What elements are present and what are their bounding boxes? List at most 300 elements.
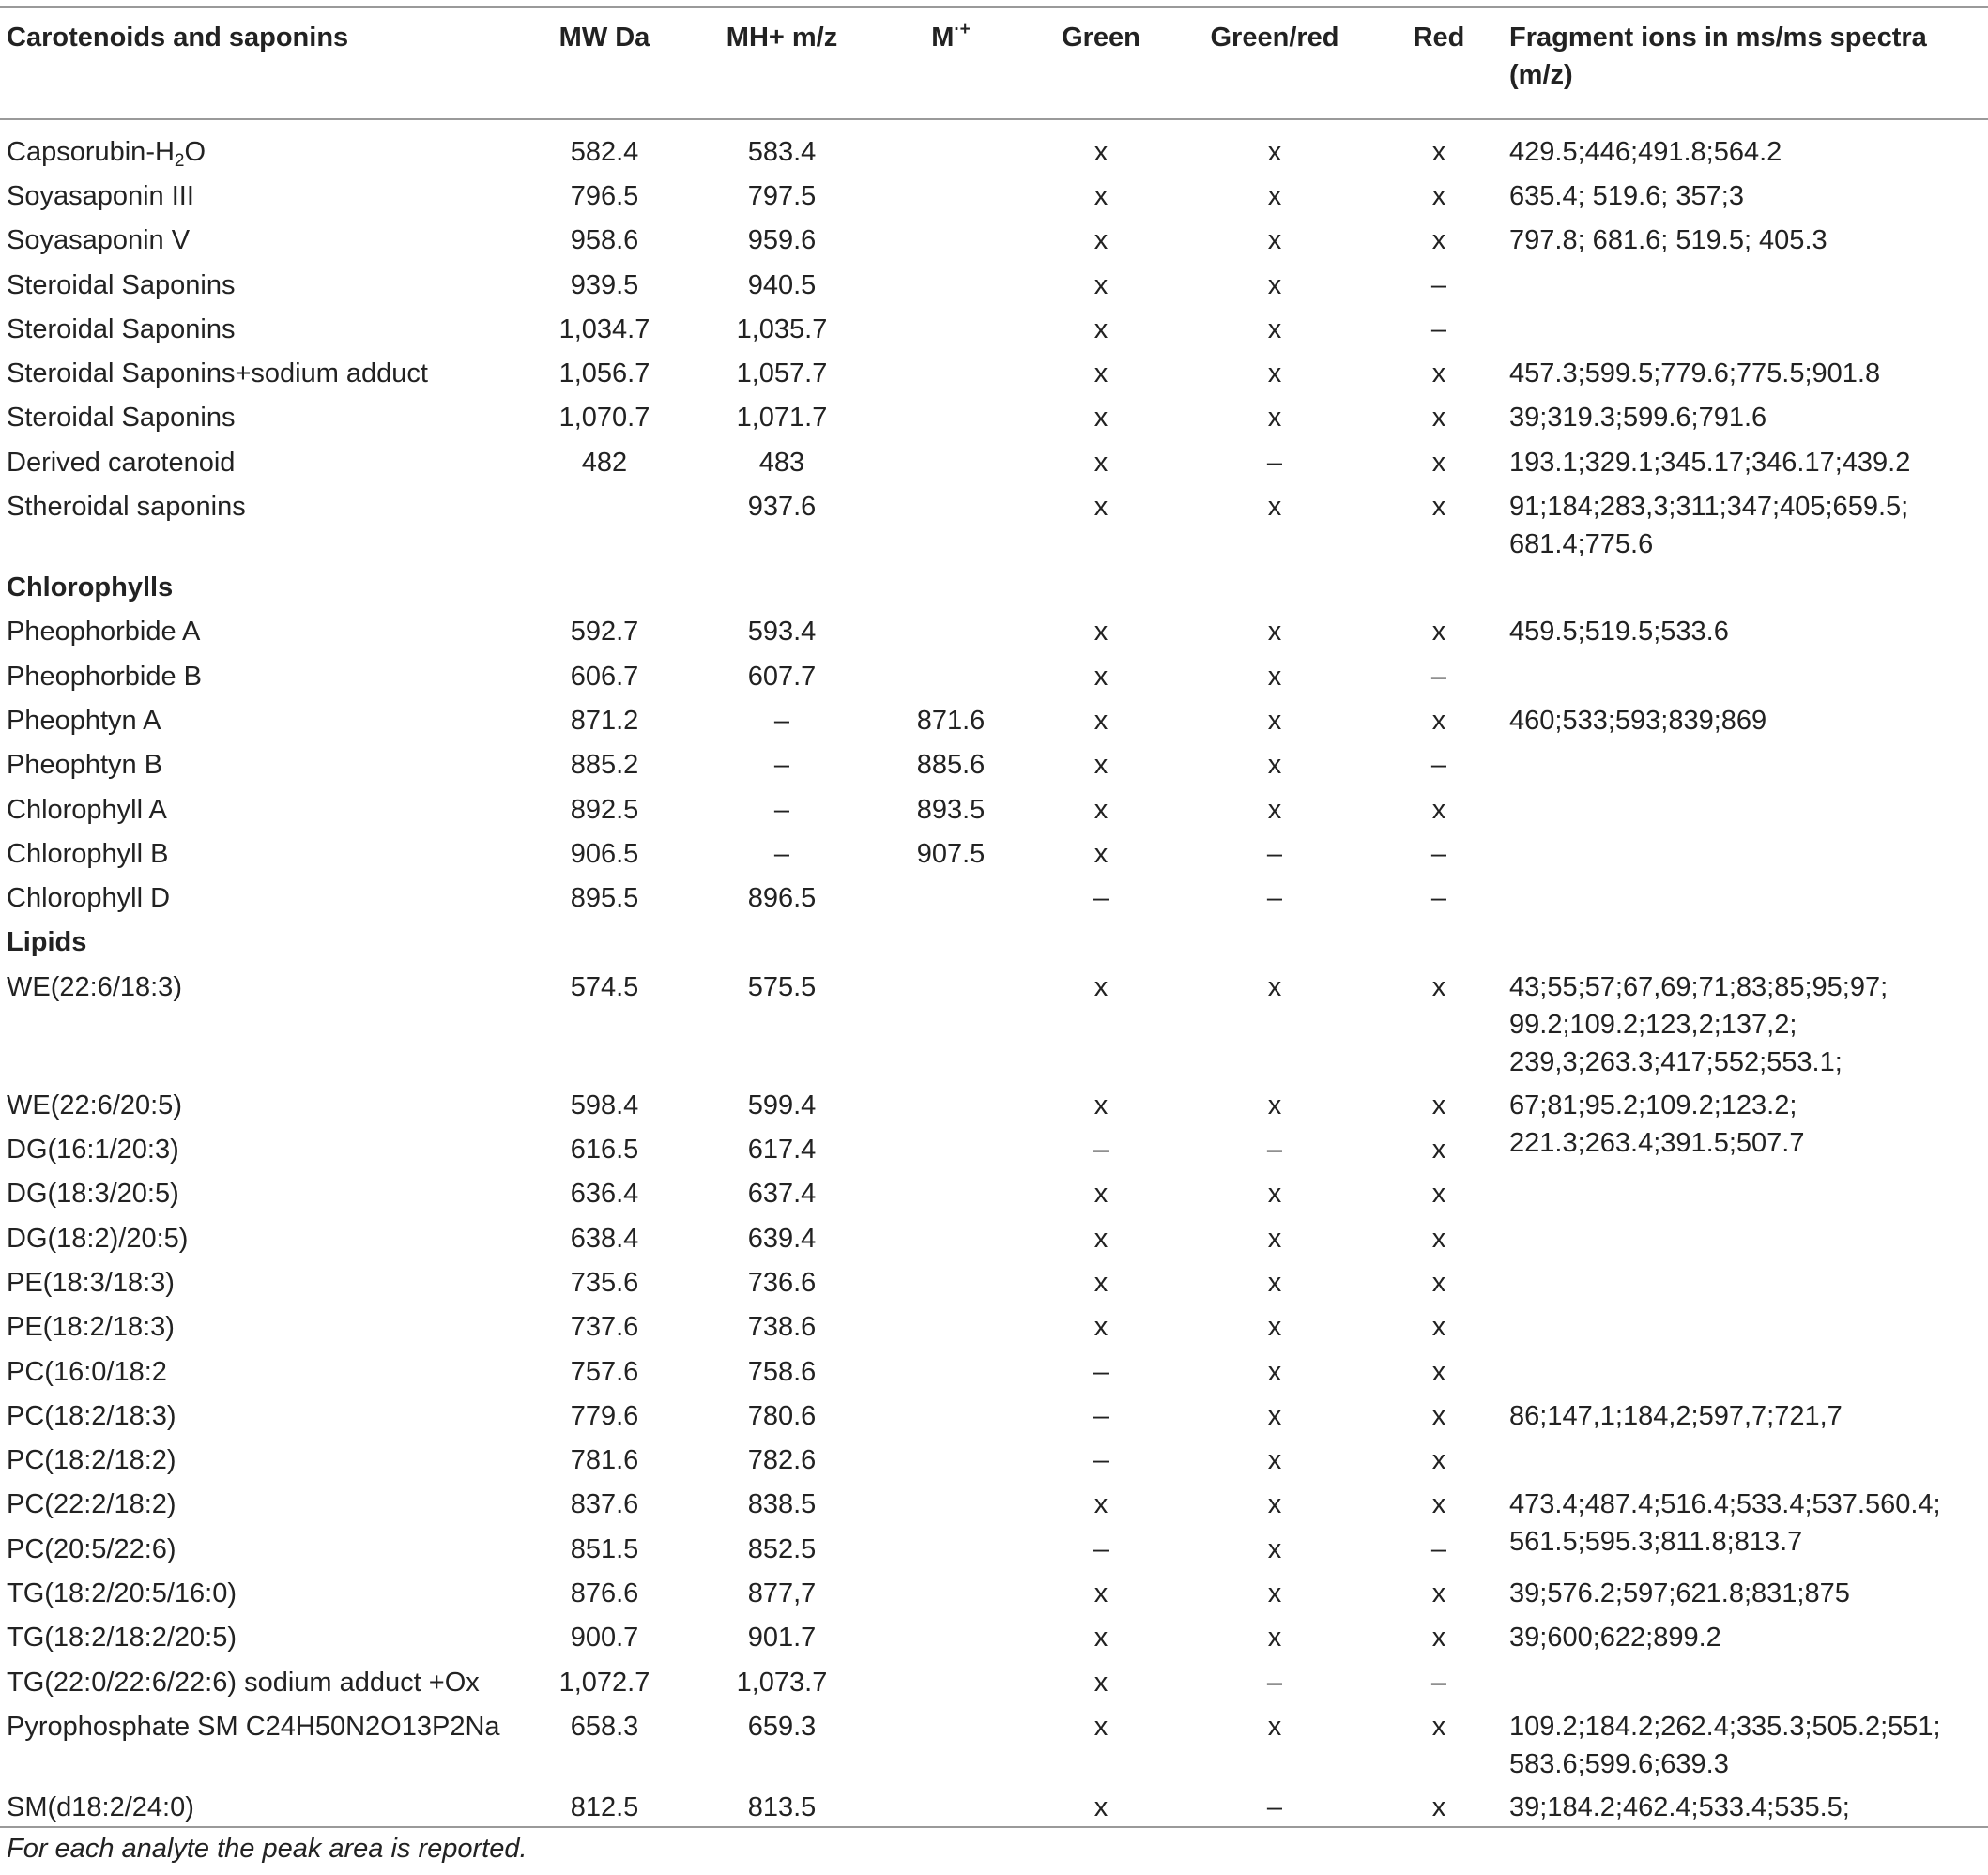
- cell-mh: –: [773, 794, 790, 825]
- compound-name: [0, 1702, 526, 1783]
- cell-red: x: [1431, 1623, 1446, 1654]
- compound-name-text: Pheophtyn B: [7, 750, 163, 781]
- header-m-superscript: ·+: [954, 20, 971, 39]
- cell-mh: 599.4: [747, 1090, 817, 1120]
- table-row: [0, 1783, 1988, 1827]
- cell-mh: 617.4: [747, 1135, 817, 1166]
- cell-red: x: [1431, 1090, 1446, 1120]
- cell-m: [880, 652, 1021, 696]
- compound-name: [0, 1081, 526, 1125]
- cell-greenred: x: [1267, 1711, 1282, 1742]
- cell-m: [880, 1125, 1021, 1169]
- cell-red: x: [1431, 1223, 1446, 1254]
- cell-mw: 876.6: [570, 1578, 639, 1609]
- cell-mw: 1,072.7: [558, 1667, 650, 1698]
- cell-mw: 939.5: [570, 269, 639, 300]
- cell-fragments: 429.5;446;491.8;564.2: [1509, 137, 1782, 167]
- compound-name: [0, 1783, 526, 1827]
- cell-greenred: –: [1266, 883, 1283, 914]
- cell-fragments: [1509, 305, 1988, 349]
- cell-mw: 574.5: [570, 971, 639, 1002]
- compound-name-text: Stheroidal saponins: [7, 492, 246, 523]
- cell-fragments: 193.1;329.1;345.17;346.17;439.2: [1509, 447, 1911, 478]
- table-bottom-rule: [0, 1826, 1988, 1828]
- cell-green: x: [1093, 1711, 1109, 1742]
- cell-mh: 483: [758, 447, 805, 478]
- results-table: [0, 6, 1988, 1827]
- table-row: [0, 438, 1988, 482]
- table-row: [0, 1169, 1988, 1213]
- cell-green: x: [1093, 1623, 1109, 1654]
- compound-name-text: DG(18:3/20:5): [7, 1179, 179, 1210]
- table-row: [0, 607, 1988, 651]
- cell-green: x: [1093, 313, 1109, 344]
- cell-mh: –: [773, 750, 790, 781]
- cell-green: x: [1093, 403, 1109, 434]
- cell-greenred: x: [1267, 492, 1282, 523]
- compound-name-text: Steroidal Saponins: [7, 269, 236, 300]
- cell-green: x: [1093, 1578, 1109, 1609]
- compound-name: [0, 438, 526, 482]
- cell-fragments: 109.2;184.2;262.4;335.3;505.2;551; 583.6;599.6;639.3: [1509, 1711, 1941, 1779]
- cell-green: –: [1093, 883, 1109, 914]
- compound-name: [0, 1303, 526, 1347]
- table-row: [0, 740, 1988, 785]
- cell-red: x: [1431, 1267, 1446, 1298]
- cell-red: x: [1431, 794, 1446, 825]
- cell-mh: –: [773, 705, 790, 736]
- cell-fragments: [1509, 785, 1988, 830]
- compound-name-text: Chlorophyll A: [7, 794, 167, 825]
- cell-red: x: [1431, 1711, 1446, 1742]
- cell-mh: 877,7: [747, 1578, 817, 1609]
- compound-name: [0, 305, 526, 349]
- cell-green: x: [1093, 1090, 1109, 1120]
- cell-m: [880, 1214, 1021, 1258]
- cell-fragments: 457.3;599.5;779.6;775.5;901.8: [1509, 358, 1881, 389]
- compound-name: [0, 1392, 526, 1436]
- cell-fragments: 460;533;593;839;869: [1509, 705, 1767, 736]
- header-row: [0, 7, 1988, 119]
- compound-name-text: Derived carotenoid: [7, 447, 236, 478]
- cell-m: [880, 1613, 1021, 1657]
- cell-red: –: [1430, 313, 1447, 344]
- cell-mw: 616.5: [570, 1135, 639, 1166]
- cell-green: x: [1093, 181, 1109, 211]
- cell-greenred: x: [1267, 1623, 1282, 1654]
- cell-m: [880, 1303, 1021, 1347]
- cell-green: x: [1093, 794, 1109, 825]
- cell-fragments: 43;55;57;67,69;71;83;85;95;97; 99.2;109.2;123,2;137,2; 239,3;263.3;417;552;553.1;: [1509, 971, 1889, 1077]
- cell-greenred: x: [1267, 1223, 1282, 1254]
- cell-mh: 736.6: [747, 1267, 817, 1298]
- cell-greenred: x: [1267, 750, 1282, 781]
- compound-name: [0, 1348, 526, 1392]
- table-row: [0, 1214, 1988, 1258]
- cell-green: –: [1093, 1356, 1109, 1387]
- compound-name-text: TG(22:0/22:6/22:6) sodium adduct +Ox: [7, 1667, 480, 1698]
- table-row: [0, 652, 1988, 696]
- cell-green: x: [1093, 617, 1109, 648]
- cell-mh: 782.6: [747, 1445, 817, 1476]
- cell-mw: 958.6: [570, 225, 639, 256]
- compound-name: [0, 1613, 526, 1657]
- compound-name: [0, 1480, 526, 1524]
- table-row: [0, 261, 1988, 305]
- cell-mh: 797.5: [747, 181, 817, 211]
- compound-name-tail: O: [184, 137, 206, 167]
- cell-mw: 482: [581, 447, 628, 478]
- cell-fragments: [1509, 830, 1988, 874]
- cell-red: x: [1431, 1445, 1446, 1476]
- table-footnote: For each analyte the peak area is reported.: [7, 1834, 528, 1864]
- cell-m: [880, 393, 1021, 437]
- compound-name: [0, 1169, 526, 1213]
- cell-fragments: 473.4;487.4;516.4;533.4;537.560.4; 561.5;595.3;811.8;813.7: [1509, 1489, 1941, 1558]
- cell-mw: 1,056.7: [558, 358, 650, 389]
- cell-greenred: x: [1267, 1356, 1282, 1387]
- cell-m: [880, 1258, 1021, 1303]
- cell-mh: 1,073.7: [736, 1667, 828, 1698]
- table-row: [0, 1303, 1988, 1347]
- cell-red: x: [1431, 1578, 1446, 1609]
- cell-m: [880, 216, 1021, 260]
- cell-fragments: [1509, 1658, 1988, 1702]
- cell-red: –: [1430, 661, 1447, 692]
- cell-mh: 901.7: [747, 1623, 817, 1654]
- cell-fragments: 39;600;622;899.2: [1509, 1623, 1721, 1654]
- cell-red: x: [1431, 617, 1446, 648]
- cell-mh: 593.4: [747, 617, 817, 648]
- table-row: [0, 1658, 1988, 1702]
- compound-name-text: TG(18:2/20:5/16:0): [7, 1578, 237, 1609]
- compound-name: [0, 393, 526, 437]
- cell-green: x: [1093, 225, 1109, 256]
- compound-name: [0, 785, 526, 830]
- cell-m: [880, 1169, 1021, 1213]
- cell-green: –: [1093, 1135, 1109, 1166]
- cell-greenred: x: [1267, 1578, 1282, 1609]
- cell-red: x: [1431, 1179, 1446, 1210]
- cell-mw: 906.5: [570, 838, 639, 869]
- table-row: [0, 1702, 1988, 1783]
- cell-greenred: x: [1267, 794, 1282, 825]
- cell-red: x: [1431, 181, 1446, 211]
- cell-greenred: x: [1267, 661, 1282, 692]
- cell-red: x: [1431, 1135, 1446, 1166]
- cell-greenred: –: [1266, 1135, 1283, 1166]
- compound-name-text: WE(22:6/20:5): [7, 1090, 182, 1120]
- cell-red: x: [1431, 1400, 1446, 1431]
- cell-mw: 1,034.7: [558, 313, 650, 344]
- cell-greenred: x: [1267, 403, 1282, 434]
- table-row: [0, 830, 1988, 874]
- cell-mh: 1,071.7: [736, 403, 828, 434]
- cell-mw: 735.6: [570, 1267, 639, 1298]
- cell-m: [880, 305, 1021, 349]
- cell-m: [880, 438, 1021, 482]
- cell-mw: 1,070.7: [558, 403, 650, 434]
- cell-mw: [526, 482, 683, 563]
- cell-greenred: x: [1267, 1179, 1282, 1210]
- section-header-row: [0, 563, 1988, 607]
- cell-m: [880, 1436, 1021, 1480]
- cell-m: [880, 1081, 1021, 1125]
- cell-mh: 758.6: [747, 1356, 817, 1387]
- cell-m: [880, 119, 1021, 172]
- compound-name-text: SM(d18:2/24:0): [7, 1791, 194, 1822]
- cell-green: x: [1093, 269, 1109, 300]
- cell-m: 907.5: [916, 838, 986, 869]
- cell-mh: 639.4: [747, 1223, 817, 1254]
- cell-m: 893.5: [916, 794, 986, 825]
- compound-name: [0, 874, 526, 918]
- cell-fragments: [1509, 1258, 1988, 1303]
- cell-greenred: x: [1267, 971, 1282, 1002]
- header-red: Red: [1369, 7, 1509, 119]
- cell-red: x: [1431, 403, 1446, 434]
- compound-name: [0, 349, 526, 393]
- section-title: Chlorophylls: [7, 572, 174, 603]
- cell-m: [880, 963, 1021, 1081]
- cell-red: –: [1430, 750, 1447, 781]
- header-m-radical: [880, 7, 1021, 119]
- compound-name: [0, 1569, 526, 1613]
- cell-green: x: [1093, 492, 1109, 523]
- cell-mh: 896.5: [747, 883, 817, 914]
- table-row: [0, 1436, 1988, 1480]
- compound-name: [0, 119, 526, 172]
- cell-fragments: [1509, 652, 1988, 696]
- cell-red: –: [1430, 883, 1447, 914]
- cell-red: x: [1431, 492, 1446, 523]
- cell-greenred: x: [1267, 137, 1282, 167]
- cell-mw: 779.6: [570, 1400, 639, 1431]
- cell-mw: 895.5: [570, 883, 639, 914]
- cell-mh: 659.3: [747, 1711, 817, 1742]
- cell-green: –: [1093, 1445, 1109, 1476]
- cell-mw: 757.6: [570, 1356, 639, 1387]
- table-row: [0, 1480, 1988, 1524]
- cell-mw: 871.2: [570, 705, 639, 736]
- cell-fragments: 39;184.2;462.4;533.4;535.5;: [1509, 1791, 1850, 1822]
- compound-name: [0, 1214, 526, 1258]
- cell-red: x: [1431, 447, 1446, 478]
- compound-name-text: Pheophorbide A: [7, 617, 201, 648]
- cell-m: [880, 1783, 1021, 1827]
- cell-mh: 1,057.7: [736, 358, 828, 389]
- cell-fragments: [1509, 1169, 1988, 1213]
- cell-m: 871.6: [916, 705, 986, 736]
- cell-green: x: [1093, 661, 1109, 692]
- cell-greenred: x: [1267, 225, 1282, 256]
- compound-name: [0, 1658, 526, 1702]
- compound-name: [0, 261, 526, 305]
- compound-name: [0, 1525, 526, 1569]
- cell-greenred: x: [1267, 617, 1282, 648]
- cell-fragments: 67;81;95.2;109.2;123.2; 221.3;263.4;391.5;507.7: [1509, 1090, 1805, 1158]
- cell-fragments: [1509, 1436, 1988, 1480]
- cell-mw: 900.7: [570, 1623, 639, 1654]
- cell-fragments: 86;147,1;184,2;597,7;721,7: [1509, 1400, 1843, 1431]
- cell-fragments: 39;576.2;597;621.8;831;875: [1509, 1578, 1850, 1609]
- cell-mh: 637.4: [747, 1179, 817, 1210]
- cell-mw: 851.5: [570, 1533, 639, 1564]
- cell-fragments: [1509, 1303, 1988, 1347]
- compound-name-text: TG(18:2/18:2/20:5): [7, 1623, 237, 1654]
- cell-red: x: [1431, 1791, 1446, 1822]
- cell-greenred: x: [1267, 1445, 1282, 1476]
- cell-fragments: 635.4; 519.6; 357;3: [1509, 181, 1744, 211]
- compound-name-text: Steroidal Saponins: [7, 313, 236, 344]
- cell-mh: 575.5: [747, 971, 817, 1002]
- compound-name-text: Steroidal Saponins+sodium adduct: [7, 358, 428, 389]
- cell-mh: 1,035.7: [736, 313, 828, 344]
- cell-green: x: [1093, 1267, 1109, 1298]
- compound-name-text: PC(20:5/22:6): [7, 1533, 176, 1564]
- cell-m: [880, 482, 1021, 563]
- header-greenred: Green/red: [1181, 7, 1369, 119]
- section-title: Lipids: [7, 927, 87, 958]
- table-row: [0, 172, 1988, 216]
- cell-mw: 636.4: [570, 1179, 639, 1210]
- cell-green: x: [1093, 1791, 1109, 1822]
- cell-fragments: [1509, 1214, 1988, 1258]
- cell-greenred: x: [1267, 705, 1282, 736]
- compound-name: [0, 216, 526, 260]
- cell-red: x: [1431, 225, 1446, 256]
- cell-mh: 583.4: [747, 137, 817, 167]
- compound-name-text: Pyrophosphate SM C24H50N2O13P2Na: [7, 1711, 500, 1742]
- cell-greenred: –: [1266, 838, 1283, 869]
- compound-name-text: Chlorophyll D: [7, 883, 171, 914]
- cell-m: [880, 1658, 1021, 1702]
- cell-mh: 959.6: [747, 225, 817, 256]
- cell-greenred: x: [1267, 1312, 1282, 1343]
- cell-mw: 598.4: [570, 1090, 639, 1120]
- cell-mh: 937.6: [747, 492, 817, 523]
- cell-fragments: 797.8; 681.6; 519.5; 405.3: [1509, 225, 1827, 256]
- cell-m: [880, 1348, 1021, 1392]
- cell-green: x: [1093, 838, 1109, 869]
- compound-name-text: Pheophtyn A: [7, 705, 161, 736]
- header-green: Green: [1021, 7, 1181, 119]
- cell-green: x: [1093, 750, 1109, 781]
- cell-mw: 638.4: [570, 1223, 639, 1254]
- cell-red: –: [1430, 269, 1447, 300]
- table-row: [0, 1392, 1988, 1436]
- cell-fragments: [1509, 740, 1988, 785]
- table-row: [0, 119, 1988, 172]
- table-row: [0, 216, 1988, 260]
- compound-name-text: PC(18:2/18:3): [7, 1400, 176, 1431]
- cell-mh: –: [773, 838, 790, 869]
- cell-mh: 852.5: [747, 1533, 817, 1564]
- table-body: [0, 119, 1988, 1827]
- cell-m: [880, 1702, 1021, 1783]
- header-name: Carotenoids and saponins: [0, 7, 526, 119]
- cell-greenred: –: [1266, 447, 1283, 478]
- cell-green: x: [1093, 1312, 1109, 1343]
- cell-green: x: [1093, 137, 1109, 167]
- cell-green: x: [1093, 705, 1109, 736]
- cell-fragments: 39;319.3;599.6;791.6: [1509, 403, 1767, 434]
- cell-greenred: x: [1267, 1489, 1282, 1520]
- cell-fragments: [1509, 261, 1988, 305]
- compound-name: [0, 963, 526, 1081]
- compound-name-text: PC(22:2/18:2): [7, 1489, 176, 1520]
- cell-greenred: x: [1267, 358, 1282, 389]
- table-row: [0, 1081, 1988, 1125]
- cell-mw: 812.5: [570, 1791, 639, 1822]
- cell-mw: 885.2: [570, 750, 639, 781]
- cell-mw: 737.6: [570, 1312, 639, 1343]
- table-row: [0, 305, 1988, 349]
- cell-green: x: [1093, 1489, 1109, 1520]
- table-row: [0, 1258, 1988, 1303]
- cell-m: 885.6: [916, 750, 986, 781]
- compound-name-text: PE(18:2/18:3): [7, 1312, 175, 1343]
- cell-m: [880, 607, 1021, 651]
- table-row: [0, 1348, 1988, 1392]
- cell-red: –: [1430, 1667, 1447, 1698]
- cell-mh: 607.7: [747, 661, 817, 692]
- compound-name-text: PE(18:3/18:3): [7, 1267, 175, 1298]
- cell-greenred: x: [1267, 1400, 1282, 1431]
- cell-greenred: –: [1266, 1791, 1283, 1822]
- table-row: [0, 393, 1988, 437]
- compound-name: [0, 482, 526, 563]
- compound-name-text: PC(18:2/18:2): [7, 1445, 176, 1476]
- cell-red: –: [1430, 838, 1447, 869]
- compound-name-subscript: 2: [174, 151, 185, 171]
- section-header-row: [0, 918, 1988, 962]
- compound-name: [0, 1125, 526, 1169]
- cell-green: x: [1093, 1223, 1109, 1254]
- header-mw: MW Da: [526, 7, 683, 119]
- cell-mh: 780.6: [747, 1400, 817, 1431]
- cell-green: x: [1093, 971, 1109, 1002]
- cell-m: [880, 1525, 1021, 1569]
- cell-m: [880, 1569, 1021, 1613]
- cell-mw: 658.3: [570, 1711, 639, 1742]
- compound-name: [0, 652, 526, 696]
- cell-mw: 781.6: [570, 1445, 639, 1476]
- table-row: [0, 874, 1988, 918]
- cell-m: [880, 1480, 1021, 1524]
- cell-green: x: [1093, 447, 1109, 478]
- cell-greenred: x: [1267, 1090, 1282, 1120]
- compound-name-text: Soyasaponin V: [7, 225, 191, 256]
- cell-fragments: 91;184;283,3;311;347;405;659.5; 681.4;775.6: [1509, 492, 1909, 560]
- compound-name: [0, 1258, 526, 1303]
- table-row: [0, 482, 1988, 563]
- table-row: [0, 785, 1988, 830]
- cell-mh: 838.5: [747, 1489, 817, 1520]
- cell-red: x: [1431, 1489, 1446, 1520]
- cell-mh: 738.6: [747, 1312, 817, 1343]
- cell-fragments: 459.5;519.5;533.6: [1509, 617, 1729, 648]
- cell-m: [880, 349, 1021, 393]
- table-row: [0, 1613, 1988, 1657]
- cell-mh: 813.5: [747, 1791, 817, 1822]
- header-mh: MH+ m/z: [683, 7, 880, 119]
- cell-greenred: x: [1267, 181, 1282, 211]
- cell-green: x: [1093, 1667, 1109, 1698]
- cell-red: x: [1431, 971, 1446, 1002]
- cell-greenred: x: [1267, 1533, 1282, 1564]
- cell-red: x: [1431, 1356, 1446, 1387]
